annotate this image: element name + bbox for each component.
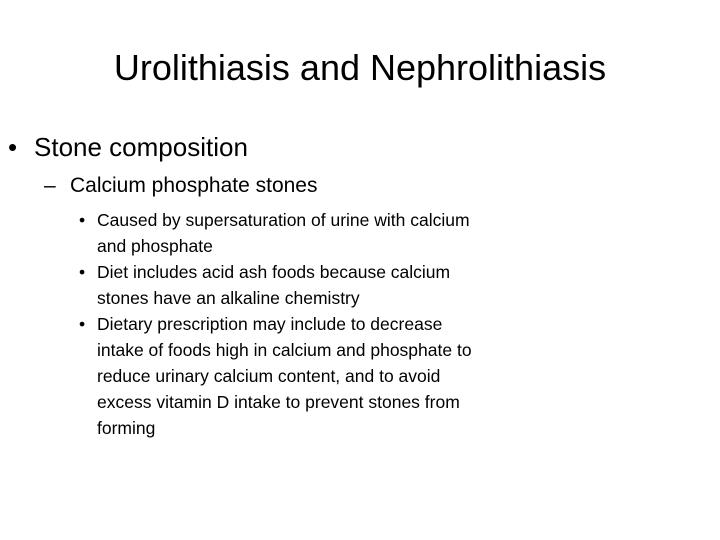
- bullet-level2: [44, 172, 317, 200]
- bullet-level3-item: [79, 259, 479, 311]
- bullet-level2-text: Calcium phosphate stones: [70, 174, 318, 197]
- bullet-level1-text: Stone composition: [34, 132, 248, 162]
- bullet-level3-item: [79, 311, 479, 441]
- bullet-dot-icon: •: [79, 314, 86, 334]
- bullet-dot-icon: •: [8, 132, 18, 162]
- bullet-level1: [8, 130, 248, 164]
- bullet-level3-text: Dietary prescription may include to decrease intake of foods high in calcium and phosphate to reduce urinary calcium content, and to avoid excess vitamin D intake to prevent stones from forming: [97, 314, 472, 438]
- bullet-level3-item: [79, 207, 479, 259]
- bullet-dot-icon: •: [79, 210, 86, 230]
- bullet-level3-text: Caused by supersaturation of urine with calcium and phosphate: [97, 210, 470, 256]
- bullet-dash-icon: –: [44, 174, 56, 197]
- bullet-dot-icon: •: [79, 262, 86, 282]
- bullet-level3-list: [79, 207, 479, 441]
- bullet-level3-text: Diet includes acid ash foods because calcium stones have an alkaline chemistry: [97, 262, 451, 308]
- slide-title: Urolithiasis and Nephrolithiasis: [113, 47, 607, 88]
